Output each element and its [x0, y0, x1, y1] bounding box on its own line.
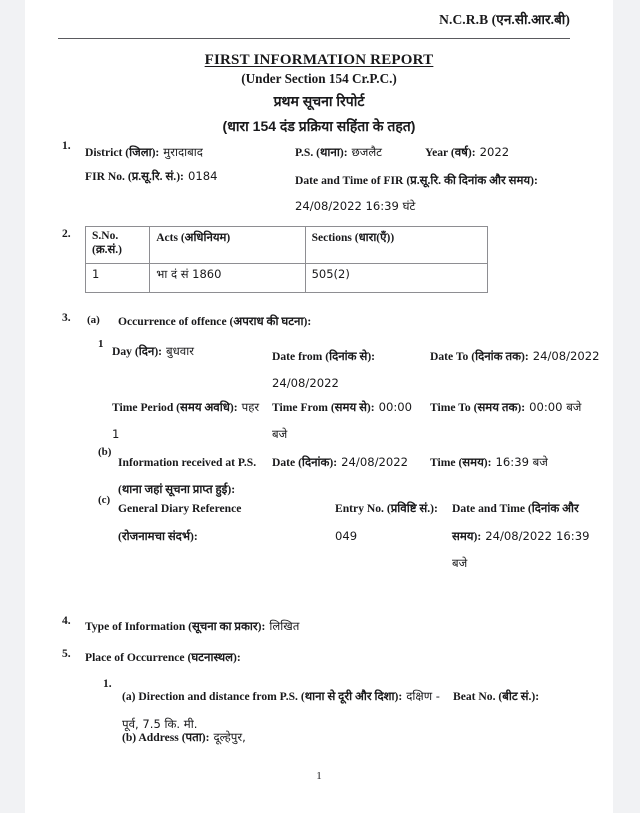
date-from-field [272, 342, 427, 396]
place-of-occurrence-heading: Place of Occurrence (घटनास्थल): [85, 651, 241, 664]
date-to-label: Date To (दिनांक तक): [430, 350, 529, 363]
column-header-sections: Sections (धारा(एँ)) [305, 227, 487, 264]
info-received-label: Information received at P.S. (थाना जहां सूचना प्राप्त हुई): [118, 456, 257, 497]
fir-datetime-field [295, 167, 595, 220]
date-from-value: 24/08/2022 [272, 376, 339, 391]
time-period-value: पहर 1 [112, 400, 260, 442]
entry-no-field [335, 494, 440, 549]
acts-sections-table [85, 226, 488, 293]
place-item-number: 1. [103, 678, 112, 690]
gd-datetime-date: 24/08/2022 [485, 528, 553, 543]
general-diary-field [118, 494, 283, 549]
info-received-time-label: Time (समय): [430, 456, 492, 469]
year-value: 2022 [479, 145, 510, 159]
info-received-time-value: 16:39 बजे [495, 455, 548, 469]
address-value: दूल्हेपुर, [213, 730, 246, 744]
section-1-district-fir [25, 140, 613, 218]
section-3a-heading: Occurrence of offence (अपराध की घटना): [118, 315, 312, 328]
year-field [425, 143, 509, 161]
section-1-number: 1. [62, 140, 71, 152]
fir-number-label: FIR No. (प्र.सू.रि. सं.): [85, 170, 184, 183]
column-header-acts: Acts (अधिनियम) [150, 227, 305, 264]
police-station-label: P.S. (थाना): [295, 146, 348, 159]
police-station-field [295, 143, 382, 161]
time-period-label: Time Period (समय अवधि): [112, 401, 238, 414]
type-of-information-value: लिखित [269, 619, 300, 633]
cell-sections: 505(2) [305, 264, 487, 293]
time-from-label: Time From (समय से): [272, 401, 375, 414]
district-field [85, 143, 203, 161]
time-to-field [430, 393, 600, 420]
type-of-information-label: Type of Information (सूचना का प्रकार): [85, 620, 266, 633]
info-received-date-value: 24/08/2022 [341, 455, 408, 469]
section-2-number: 2. [62, 228, 71, 240]
address-field [122, 728, 522, 746]
police-station-value: छजलैट [351, 145, 383, 159]
fir-number-field [85, 167, 217, 185]
table-header-row [86, 227, 488, 264]
page-title-hi: प्रथम सूचना रिपोर्ट [273, 93, 365, 109]
ncrb-header: N.C.R.B (एन.सी.आर.बी) [439, 12, 570, 27]
type-of-information-field [85, 617, 299, 635]
info-received-time-field [430, 448, 600, 475]
date-to-value: 24/08/2022 [532, 349, 600, 363]
section-4-number: 4. [62, 615, 71, 627]
occurrence-item-number: 1 [98, 338, 104, 350]
section-3-number: 3. [62, 312, 71, 324]
page-subtitle-en: (Under Section 154 Cr.P.C.) [241, 71, 397, 86]
info-received-date-field [272, 448, 427, 475]
general-diary-label: General Diary Reference (रोजनामचा संदर्भ): [118, 502, 242, 543]
document-title-block [25, 52, 613, 136]
gd-datetime-label: Date and Time (दिनांक और समय): [452, 502, 579, 543]
fir-datetime-label: Date and Time of FIR (प्र.सू.रि. की दिनांक और समय): [295, 174, 538, 187]
beat-no-field [453, 682, 593, 710]
entry-no-label: Entry No. (प्रविष्टि सं.): [335, 502, 438, 515]
direction-distance-value: दक्षिण - पूर्व, 7.5 कि. मी. [122, 689, 440, 731]
page-title: FIRST INFORMATION REPORT [204, 52, 434, 68]
time-from-value: 00:00 बजे [272, 400, 413, 442]
page-number: 1 [316, 770, 322, 782]
fir-document-page [25, 0, 613, 813]
fir-number-value: 0184 [187, 169, 218, 183]
header-divider [58, 38, 570, 39]
district-value: मुरादाबाद [163, 145, 203, 159]
day-label: Day (दिन): [112, 345, 163, 358]
section-3a-marker: (a) [87, 314, 100, 326]
cell-sno: 1 [86, 264, 150, 293]
time-from-field [272, 393, 427, 447]
time-to-value: 00:00 बजे [529, 400, 582, 414]
fir-datetime-value: 24/08/2022 16:39 घंटे [295, 199, 416, 214]
entry-no-value: 049 [335, 528, 358, 543]
day-value: बुधवार [166, 344, 194, 358]
section-3c-marker: (c) [98, 494, 111, 506]
gd-datetime-field [452, 494, 602, 577]
column-header-sno: S.No. (क्र.सं.) [86, 227, 150, 264]
table-row [86, 264, 488, 293]
day-field [112, 342, 194, 360]
year-label: Year (वर्ष): [425, 146, 476, 159]
page-subtitle-hi: (धारा 154 दंड प्रक्रिया सहिंता के तहत) [222, 118, 416, 134]
direction-distance-label: (a) Direction and distance from P.S. (थाना से दूरी और दिशा): [122, 690, 403, 703]
section-5-number: 5. [62, 648, 71, 660]
cell-act: भा दं सं 1860 [150, 264, 305, 293]
section-3b-marker: (b) [98, 446, 112, 458]
date-to-field [430, 342, 600, 369]
beat-no-label: Beat No. (बीट सं.): [453, 690, 540, 703]
district-label: District (जिला): [85, 146, 160, 159]
date-from-label: Date from (दिनांक से): [272, 350, 376, 363]
time-period-field [112, 393, 262, 447]
address-label: (b) Address (पता): [122, 731, 210, 744]
info-received-date-label: Date (दिनांक): [272, 456, 338, 469]
gd-datetime-time: 16:39 बजे [452, 528, 590, 571]
time-to-label: Time To (समय तक): [430, 401, 526, 414]
